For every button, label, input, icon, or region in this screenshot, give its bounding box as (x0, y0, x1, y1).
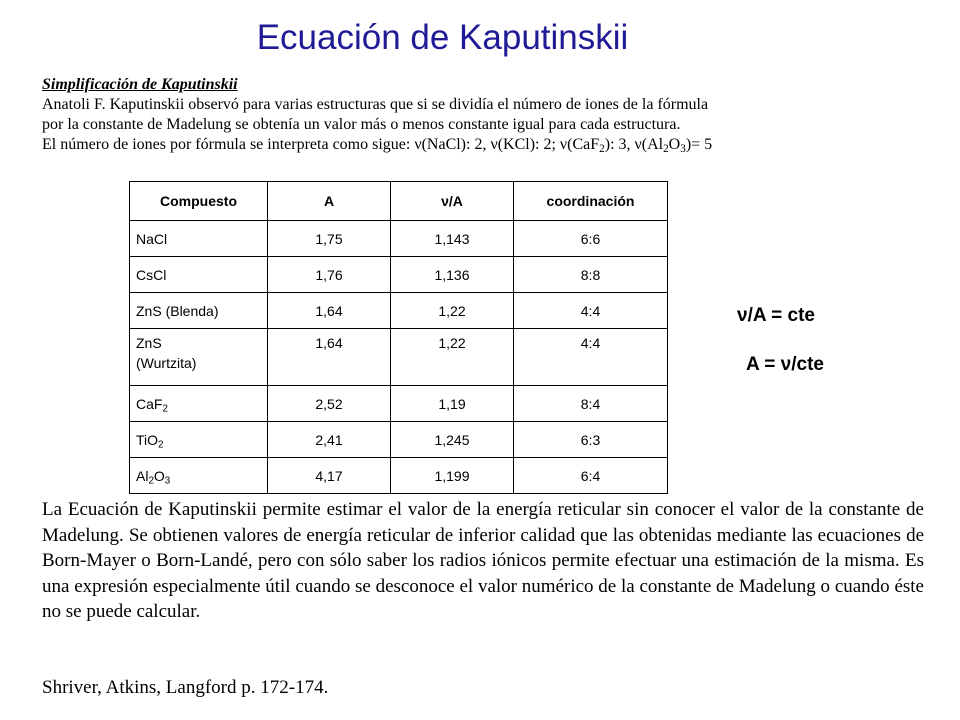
intro-line-2: por la constante de Madelung se obtenía un valor más o menos constante igual para cada estructura. (42, 116, 681, 133)
reference-citation: Shriver, Atkins, Langford p. 172-174. (42, 677, 329, 698)
intro-line-3: El número de iones por fórmula se interpreta como sigue: ν(NaCl): 2, ν(KCl): 2; ν(CaF$_2$): 3, $\nu(Al_2O_3)= 5$ (42, 136, 713, 155)
table-row (130, 257, 668, 293)
header-a: A (268, 182, 391, 221)
cell-coordination: 4:4 (514, 293, 668, 329)
body-paragraph: La Ecuación de Kaputinskii permite estimar el valor de la energía reticular sin conocer el valor de la constante de Madelung. Se obtienen valores de energía reticular de inferior calidad que las obtenidas mediante las ecuaciones de Born-Mayer o Born-Landé, pero con sólo saber los radios iónicos permite efectuar una estimación de la misma. Es una expresión especialmente útil cuando se desconoce el valor numérico de la constante de Madelung o cuando éste no se puede calcular. (42, 499, 924, 622)
cell-nu-a: 1,143 (391, 221, 514, 257)
cell-nu-a: 1,22 (391, 293, 514, 329)
table-row (130, 422, 668, 458)
cell-compound: NaCl (130, 221, 268, 257)
cell-a: 2,52 (268, 386, 391, 422)
cell-compound: CsCl (130, 257, 268, 293)
cell-nu-a: 1,245 (391, 422, 514, 458)
table-row (130, 329, 668, 386)
header-coordination: coordinación (514, 182, 668, 221)
cell-coordination: 4:4 (514, 329, 668, 386)
cell-a: 1,64 (268, 329, 391, 386)
cell-nu-a: 1,199 (391, 458, 514, 494)
cell-nu-a: 1,136 (391, 257, 514, 293)
cell-compound: ZnS (Blenda) (130, 293, 268, 329)
cell-a: 2,41 (268, 422, 391, 458)
intro-section (42, 75, 922, 155)
compound-table (129, 181, 668, 494)
table-row (130, 293, 668, 329)
header-nu-over-a: ν/A (391, 182, 514, 221)
cell-a: 4,17 (268, 458, 391, 494)
table-row (130, 221, 668, 257)
cell-coordination: 8:8 (514, 257, 668, 293)
cell-coordination: 6:3 (514, 422, 668, 458)
cell-a: 1,76 (268, 257, 391, 293)
table-header-row (130, 182, 668, 221)
page-title: Ecuación de Kaputinskii (256, 18, 629, 57)
cell-nu-a: 1,19 (391, 386, 514, 422)
cell-a: 1,64 (268, 293, 391, 329)
cell-coordination: 6:6 (514, 221, 668, 257)
cell-coordination: 8:4 (514, 386, 668, 422)
header-compound: Compuesto (130, 182, 268, 221)
cell-a: 1,75 (268, 221, 391, 257)
formula-a-equals-nu-over-constant: A = ν/cte (746, 354, 824, 375)
cell-compound: ZnS (Wurtzita) (130, 329, 268, 386)
cell-compound: CaF$_2$ (130, 386, 268, 422)
table-row (130, 458, 668, 494)
formula-nu-over-a-constant: ν/A = cte (737, 305, 815, 326)
cell-coordination: 6:4 (514, 458, 668, 494)
cell-compound: $Al_2O_3$ (130, 458, 268, 494)
cell-compound: TiO$_2$ (130, 422, 268, 458)
cell-nu-a: 1,22 (391, 329, 514, 386)
intro-subheading: Simplificación de Kaputinskii (42, 76, 238, 93)
intro-line-1: Anatoli F. Kaputinskii observó para varias estructuras que si se dividía el número de iones de la fórmula (42, 96, 709, 113)
table-row (130, 386, 668, 422)
